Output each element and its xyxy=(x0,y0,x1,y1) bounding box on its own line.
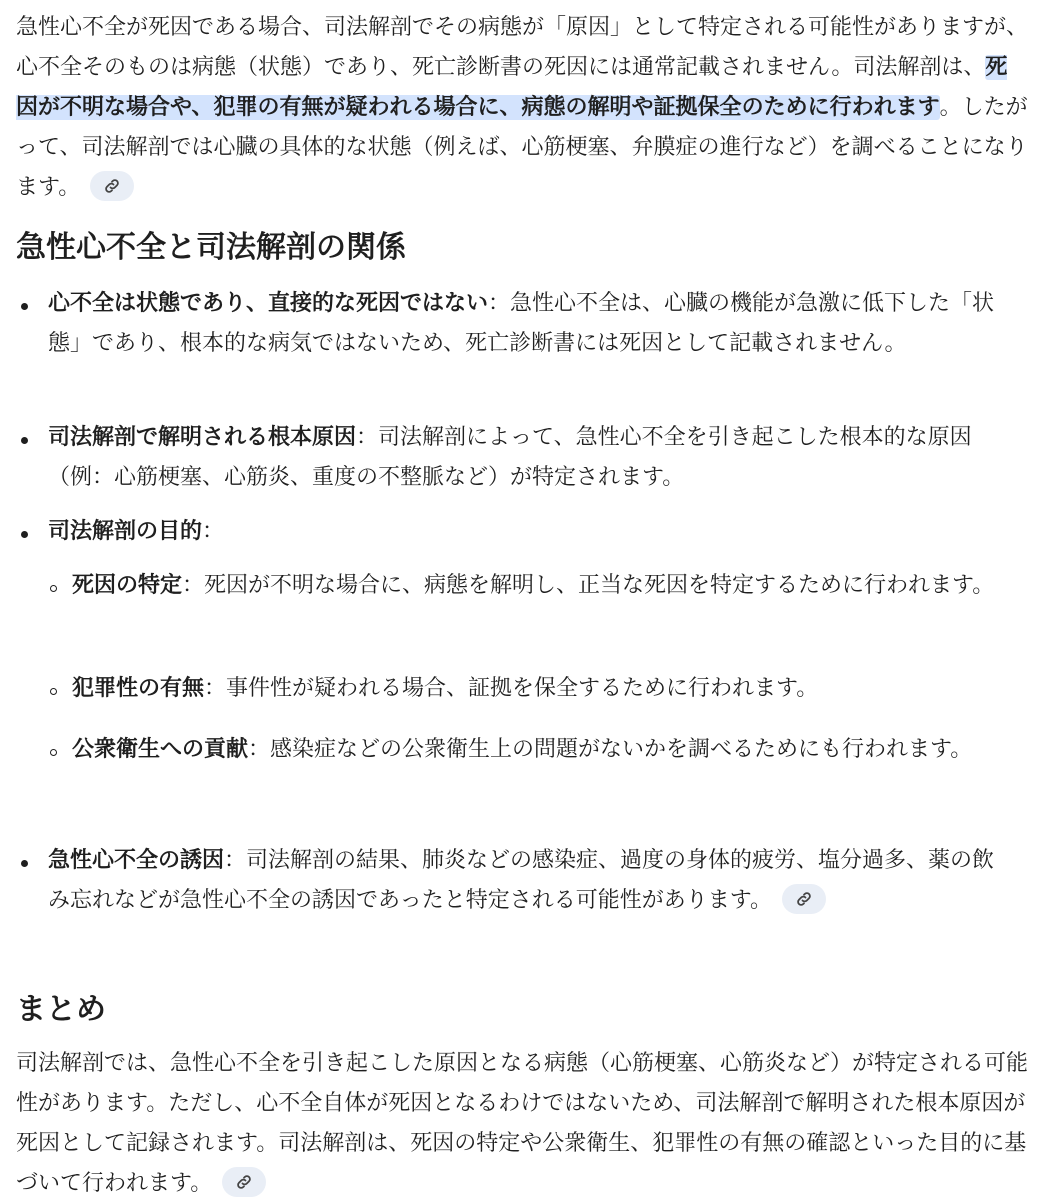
sub-list-item-term: 公衆衛生への貢献 xyxy=(72,737,249,762)
sub-list-item: 犯罪性の有無：事件性が疑われる場合、証拠を保全するために行われます。 xyxy=(72,676,819,701)
source-link-chip[interactable] xyxy=(222,1167,266,1197)
sub-list-item-text: 感染症などの公衆衛生上の問題がないかを調べるためにも行われます。 xyxy=(270,737,973,762)
list-item: 司法解剖の目的： xyxy=(48,519,225,544)
highlighted-text: 死因が不明な場合や、犯罪の有無が疑われる場合に、病態の解明や証拠保全のために行われます xyxy=(16,55,1008,120)
link-icon xyxy=(235,1173,253,1191)
list-item-text: 司法解剖によって、急性心不全を引き起こした根本的な原因（例：心筋梗塞、心筋炎、重度の不整脈など）が特定されます。 xyxy=(48,425,972,490)
source-link-chip[interactable] xyxy=(782,884,826,914)
list-item-term: 急性心不全の誘因 xyxy=(48,848,225,873)
bullet-dot xyxy=(21,860,28,867)
section-heading-summary: まとめ xyxy=(16,992,106,1027)
bullet-dot xyxy=(21,303,28,310)
list-item-text: 司法解剖の結果、肺炎などの感染症、過度の身体的疲労、塩分過多、薬の飲み忘れなどが急性心不全の誘因であったと特定される可能性があります。 xyxy=(48,848,995,913)
sub-list-item-text: 死因が不明な場合に、病態を解明し、正当な死因を特定するために行われます。 xyxy=(204,573,995,598)
sub-list-item-text: 事件性が疑われる場合、証拠を保全するために行われます。 xyxy=(226,676,819,701)
intro-text-after: 。したがって、司法解剖では心臓の具体的な状態（例えば、心筋梗塞、弁膜症の進行など）を調べることになります。 xyxy=(16,95,1028,200)
sub-list-item: 公衆衛生への貢献：感染症などの公衆衛生上の問題がないかを調べるためにも行われます。 xyxy=(72,737,973,762)
list-item: 司法解剖で解明される根本原因：司法解剖によって、急性心不全を引き起こした根本的な原因（例：心筋梗塞、心筋炎、重度の不整脈など）が特定されます。 xyxy=(48,425,972,490)
link-icon xyxy=(103,177,121,195)
sub-list-item-term: 死因の特定 xyxy=(72,573,183,598)
intro-text-before: 急性心不全が死因である場合、司法解剖でその病態が「原因」として特定される可能性がありますが、心不全そのものは病態（状態）であり、死亡診断書の死因には通常記載されません。司法解剖は、 xyxy=(16,15,1029,80)
sub-list-item: 死因の特定：死因が不明な場合に、病態を解明し、正当な死因を特定するために行われます。 xyxy=(72,573,995,598)
list-item-text: 急性心不全は、心臓の機能が急激に低下した「状態」であり、根本的な病気ではないため、死亡診断書には死因として記載されません。 xyxy=(48,291,995,356)
sub-bullet-circle xyxy=(50,749,57,756)
section-heading-relation: 急性心不全と司法解剖の関係 xyxy=(16,230,406,265)
list-item-term: 司法解剖の目的 xyxy=(48,519,203,544)
bullet-dot xyxy=(21,437,28,444)
link-icon xyxy=(795,890,813,908)
list-item: 心不全は状態であり、直接的な死因ではない：急性心不全は、心臓の機能が急激に低下した「状態」であり、根本的な病気ではないため、死亡診断書には死因として記載されません。 xyxy=(48,291,995,356)
list-item: 急性心不全の誘因：司法解剖の結果、肺炎などの感染症、過度の身体的疲労、塩分過多、薬の飲み忘れなどが急性心不全の誘因であったと特定される可能性があります。 xyxy=(48,848,995,913)
sub-bullet-circle xyxy=(50,585,57,592)
intro-paragraph xyxy=(16,8,1028,208)
bullet-dot xyxy=(21,531,28,538)
source-link-chip[interactable] xyxy=(90,171,134,201)
sub-bullet-circle xyxy=(50,688,57,695)
list-item-term: 司法解剖で解明される根本原因 xyxy=(48,425,357,450)
list-item-term: 心不全は状態であり、直接的な死因ではない xyxy=(48,291,489,316)
summary-paragraph xyxy=(16,1044,1028,1204)
sub-list-item-term: 犯罪性の有無 xyxy=(72,676,205,701)
summary-text: 司法解剖では、急性心不全を引き起こした原因となる病態（心筋梗塞、心筋炎など）が特定される可能性があります。ただし、心不全自体が死因となるわけではないため、司法解剖で解明された根本原因が死因として記録されます。司法解剖は、死因の特定や公衆衛生、犯罪性の有無の確認といった目的に基づいて行われます。 xyxy=(16,1051,1029,1196)
